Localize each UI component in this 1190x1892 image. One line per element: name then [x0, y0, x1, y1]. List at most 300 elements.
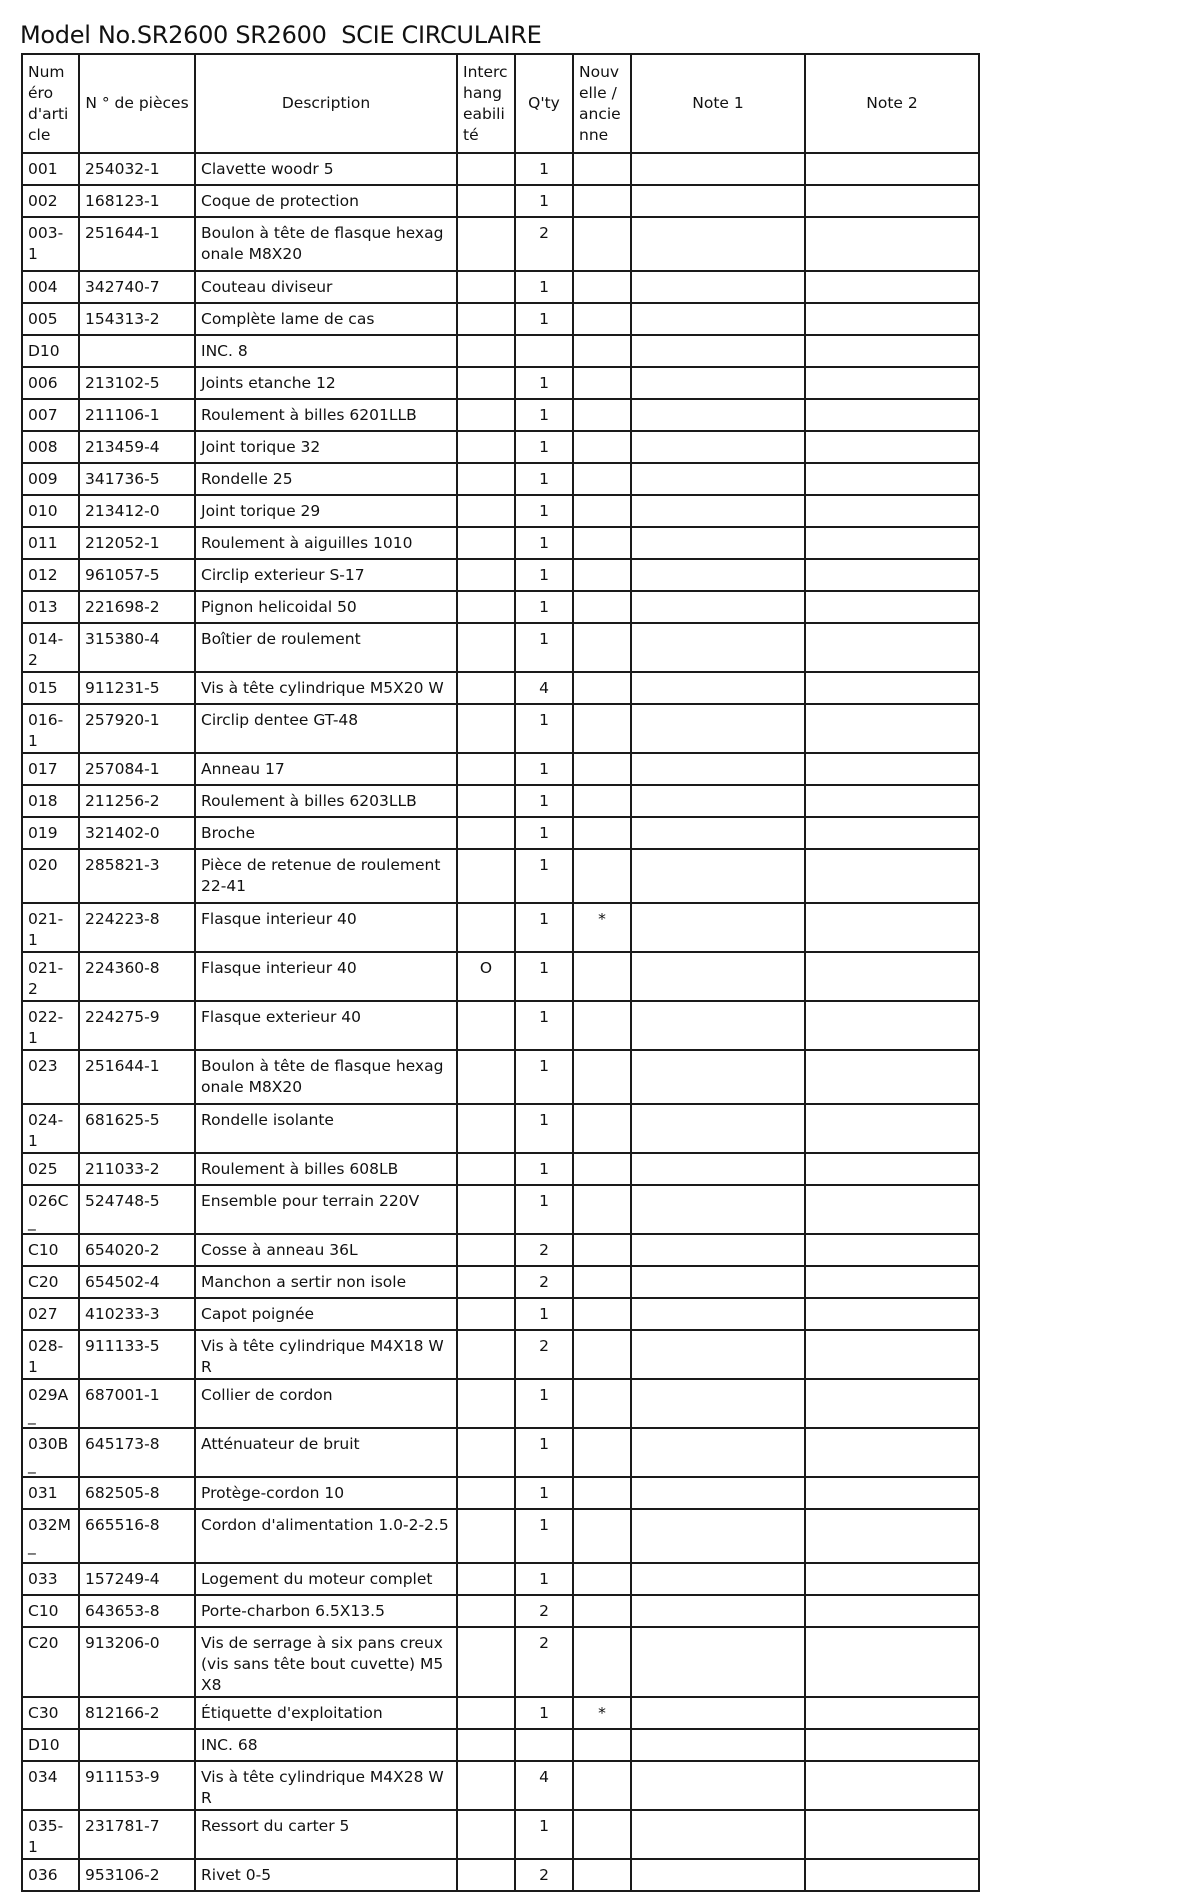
cell-note-2 — [805, 495, 979, 527]
cell-note-2 — [805, 785, 979, 817]
cell-description: Atténuateur de bruit — [195, 1428, 457, 1477]
cell-part-number: 341736-5 — [79, 463, 195, 495]
cell-note-1 — [631, 1153, 805, 1185]
table-row — [22, 753, 979, 785]
cell-note-1 — [631, 1859, 805, 1891]
cell-item-number: 028-1 — [22, 1330, 79, 1379]
cell-item-number: 022-1 — [22, 1001, 79, 1050]
table-row — [22, 527, 979, 559]
cell-item-number: 019 — [22, 817, 79, 849]
cell-new-old — [573, 591, 631, 623]
table-row — [22, 1627, 979, 1697]
cell-quantity: 1 — [515, 1810, 573, 1859]
cell-description: Joint torique 32 — [195, 431, 457, 463]
cell-interchangeability — [457, 591, 515, 623]
cell-note-1 — [631, 1330, 805, 1379]
column-header-item-number: Numéro d'article — [22, 54, 79, 153]
table-row — [22, 367, 979, 399]
cell-description: Capot poignée — [195, 1298, 457, 1330]
cell-item-number: 032M_ — [22, 1509, 79, 1563]
cell-description: Rondelle 25 — [195, 463, 457, 495]
cell-new-old — [573, 785, 631, 817]
cell-interchangeability — [457, 1001, 515, 1050]
cell-new-old — [573, 1595, 631, 1627]
table-row — [22, 399, 979, 431]
cell-note-1 — [631, 1729, 805, 1761]
column-header-new-old: Nouvelle / ancienne — [573, 54, 631, 153]
cell-new-old — [573, 1509, 631, 1563]
cell-part-number: 213412-0 — [79, 495, 195, 527]
cell-new-old — [573, 1761, 631, 1810]
table-row — [22, 185, 979, 217]
cell-part-number: 211256-2 — [79, 785, 195, 817]
cell-item-number: 026C_ — [22, 1185, 79, 1234]
cell-description: Circlip dentee GT-48 — [195, 704, 457, 753]
cell-description: Flasque interieur 40 — [195, 952, 457, 1001]
cell-item-number: 027 — [22, 1298, 79, 1330]
cell-note-2 — [805, 1595, 979, 1627]
cell-new-old — [573, 1810, 631, 1859]
cell-note-2 — [805, 1729, 979, 1761]
table-row — [22, 431, 979, 463]
table-row — [22, 1153, 979, 1185]
cell-note-1 — [631, 1234, 805, 1266]
cell-quantity: 1 — [515, 495, 573, 527]
cell-quantity: 1 — [515, 367, 573, 399]
cell-part-number: 342740-7 — [79, 271, 195, 303]
cell-note-2 — [805, 1185, 979, 1234]
cell-note-1 — [631, 217, 805, 271]
cell-new-old — [573, 753, 631, 785]
parts-table — [21, 53, 980, 1892]
cell-interchangeability — [457, 495, 515, 527]
cell-item-number: 012 — [22, 559, 79, 591]
cell-item-number: 006 — [22, 367, 79, 399]
cell-description: Vis à tête cylindrique M5X20 W — [195, 672, 457, 704]
cell-interchangeability — [457, 849, 515, 903]
cell-interchangeability — [457, 335, 515, 367]
cell-interchangeability — [457, 1266, 515, 1298]
cell-quantity: 1 — [515, 1697, 573, 1729]
cell-description: Pièce de retenue de roulement 22-41 — [195, 849, 457, 903]
cell-note-1 — [631, 952, 805, 1001]
cell-interchangeability — [457, 1234, 515, 1266]
cell-note-2 — [805, 153, 979, 185]
column-header-interchangeability: Interchangeabilité — [457, 54, 515, 153]
cell-note-2 — [805, 672, 979, 704]
cell-part-number: 224360-8 — [79, 952, 195, 1001]
cell-quantity: 2 — [515, 1859, 573, 1891]
cell-item-number: 018 — [22, 785, 79, 817]
cell-note-1 — [631, 495, 805, 527]
cell-quantity: 1 — [515, 303, 573, 335]
cell-note-1 — [631, 623, 805, 672]
cell-interchangeability — [457, 1104, 515, 1153]
cell-interchangeability — [457, 217, 515, 271]
cell-interchangeability: O — [457, 952, 515, 1001]
cell-interchangeability — [457, 1627, 515, 1697]
table-row — [22, 1379, 979, 1428]
table-row — [22, 495, 979, 527]
cell-description: Vis à tête cylindrique M4X18 WR — [195, 1330, 457, 1379]
cell-interchangeability — [457, 1330, 515, 1379]
cell-description: Cosse à anneau 36L — [195, 1234, 457, 1266]
cell-interchangeability — [457, 185, 515, 217]
cell-new-old — [573, 431, 631, 463]
cell-description: Joints etanche 12 — [195, 367, 457, 399]
cell-note-1 — [631, 817, 805, 849]
cell-quantity: 1 — [515, 623, 573, 672]
cell-quantity: 1 — [515, 559, 573, 591]
cell-new-old — [573, 217, 631, 271]
cell-description: Roulement à aiguilles 1010 — [195, 527, 457, 559]
cell-quantity: 2 — [515, 1266, 573, 1298]
cell-item-number: D10 — [22, 1729, 79, 1761]
cell-description: Clavette woodr 5 — [195, 153, 457, 185]
cell-quantity: 2 — [515, 1330, 573, 1379]
cell-new-old — [573, 849, 631, 903]
cell-note-2 — [805, 431, 979, 463]
cell-quantity — [515, 1729, 573, 1761]
cell-interchangeability — [457, 1697, 515, 1729]
cell-new-old — [573, 1234, 631, 1266]
cell-description: Coque de protection — [195, 185, 457, 217]
cell-quantity: 2 — [515, 1234, 573, 1266]
cell-note-1 — [631, 1627, 805, 1697]
cell-note-2 — [805, 1379, 979, 1428]
table-row — [22, 217, 979, 271]
cell-quantity: 1 — [515, 704, 573, 753]
table-row — [22, 335, 979, 367]
table-row — [22, 463, 979, 495]
table-row — [22, 1104, 979, 1153]
cell-note-1 — [631, 153, 805, 185]
cell-description: Boulon à tête de flasque hexagonale M8X20 — [195, 1050, 457, 1104]
cell-part-number: 524748-5 — [79, 1185, 195, 1234]
table-row — [22, 817, 979, 849]
table-row — [22, 704, 979, 753]
cell-description: Étiquette d'exploitation — [195, 1697, 457, 1729]
cell-part-number — [79, 1729, 195, 1761]
cell-part-number: 961057-5 — [79, 559, 195, 591]
cell-item-number: 003-1 — [22, 217, 79, 271]
cell-description: INC. 68 — [195, 1729, 457, 1761]
cell-interchangeability — [457, 367, 515, 399]
cell-part-number: 231781-7 — [79, 1810, 195, 1859]
cell-note-2 — [805, 1509, 979, 1563]
cell-new-old — [573, 271, 631, 303]
cell-quantity: 4 — [515, 1761, 573, 1810]
cell-note-2 — [805, 1563, 979, 1595]
cell-new-old — [573, 1001, 631, 1050]
cell-quantity: 1 — [515, 1509, 573, 1563]
cell-note-1 — [631, 1104, 805, 1153]
cell-quantity: 1 — [515, 1001, 573, 1050]
cell-interchangeability — [457, 1153, 515, 1185]
cell-note-2 — [805, 753, 979, 785]
cell-item-number: 009 — [22, 463, 79, 495]
cell-note-2 — [805, 1477, 979, 1509]
cell-note-2 — [805, 903, 979, 952]
cell-part-number: 315380-4 — [79, 623, 195, 672]
cell-part-number: 812166-2 — [79, 1697, 195, 1729]
cell-new-old — [573, 1298, 631, 1330]
cell-note-1 — [631, 1298, 805, 1330]
cell-interchangeability — [457, 399, 515, 431]
cell-part-number: 257920-1 — [79, 704, 195, 753]
cell-note-2 — [805, 1234, 979, 1266]
cell-new-old — [573, 1729, 631, 1761]
cell-item-number: D10 — [22, 335, 79, 367]
cell-note-2 — [805, 367, 979, 399]
cell-new-old — [573, 952, 631, 1001]
cell-new-old — [573, 303, 631, 335]
cell-note-2 — [805, 1050, 979, 1104]
table-row — [22, 1330, 979, 1379]
cell-note-2 — [805, 623, 979, 672]
cell-new-old — [573, 1266, 631, 1298]
cell-item-number: 004 — [22, 271, 79, 303]
cell-quantity: 1 — [515, 185, 573, 217]
cell-part-number: 211106-1 — [79, 399, 195, 431]
cell-note-1 — [631, 399, 805, 431]
cell-part-number: 911133-5 — [79, 1330, 195, 1379]
cell-note-2 — [805, 952, 979, 1001]
cell-note-2 — [805, 399, 979, 431]
cell-note-2 — [805, 1153, 979, 1185]
table-row — [22, 1509, 979, 1563]
cell-item-number: 005 — [22, 303, 79, 335]
cell-interchangeability — [457, 1859, 515, 1891]
cell-note-1 — [631, 672, 805, 704]
cell-new-old — [573, 463, 631, 495]
cell-note-1 — [631, 903, 805, 952]
cell-item-number: 034 — [22, 1761, 79, 1810]
cell-interchangeability — [457, 527, 515, 559]
cell-quantity: 1 — [515, 753, 573, 785]
cell-description: Collier de cordon — [195, 1379, 457, 1428]
cell-note-1 — [631, 527, 805, 559]
cell-description: Broche — [195, 817, 457, 849]
column-header-quantity: Q'ty — [515, 54, 573, 153]
cell-quantity: 1 — [515, 1563, 573, 1595]
cell-interchangeability — [457, 1428, 515, 1477]
cell-description: Roulement à billes 6201LLB — [195, 399, 457, 431]
cell-new-old — [573, 1104, 631, 1153]
cell-quantity: 1 — [515, 1104, 573, 1153]
cell-interchangeability — [457, 1729, 515, 1761]
cell-item-number: 021-1 — [22, 903, 79, 952]
cell-quantity: 1 — [515, 591, 573, 623]
cell-part-number: 157249-4 — [79, 1563, 195, 1595]
cell-part-number: 953106-2 — [79, 1859, 195, 1891]
cell-note-1 — [631, 559, 805, 591]
cell-description: Roulement à billes 6203LLB — [195, 785, 457, 817]
table-row — [22, 1477, 979, 1509]
cell-note-1 — [631, 704, 805, 753]
cell-note-1 — [631, 1563, 805, 1595]
table-row — [22, 1298, 979, 1330]
cell-new-old — [573, 672, 631, 704]
table-row — [22, 1595, 979, 1627]
cell-note-1 — [631, 185, 805, 217]
cell-part-number — [79, 335, 195, 367]
cell-new-old — [573, 1153, 631, 1185]
cell-note-2 — [805, 217, 979, 271]
cell-note-1 — [631, 1001, 805, 1050]
cell-quantity: 1 — [515, 1477, 573, 1509]
cell-part-number: 221698-2 — [79, 591, 195, 623]
cell-new-old: * — [573, 1697, 631, 1729]
cell-description: Flasque exterieur 40 — [195, 1001, 457, 1050]
cell-quantity: 1 — [515, 1050, 573, 1104]
table-row — [22, 672, 979, 704]
cell-interchangeability — [457, 431, 515, 463]
cell-part-number: 254032-1 — [79, 153, 195, 185]
cell-note-1 — [631, 849, 805, 903]
cell-part-number: 643653-8 — [79, 1595, 195, 1627]
cell-item-number: 014-2 — [22, 623, 79, 672]
cell-part-number: 911231-5 — [79, 672, 195, 704]
cell-interchangeability — [457, 303, 515, 335]
cell-note-2 — [805, 1761, 979, 1810]
cell-part-number: 687001-1 — [79, 1379, 195, 1428]
cell-part-number: 224223-8 — [79, 903, 195, 952]
cell-interchangeability — [457, 1185, 515, 1234]
cell-quantity: 1 — [515, 399, 573, 431]
cell-description: Cordon d'alimentation 1.0-2-2.5 — [195, 1509, 457, 1563]
cell-interchangeability — [457, 1810, 515, 1859]
table-body — [22, 153, 979, 1891]
cell-note-2 — [805, 1001, 979, 1050]
cell-new-old — [573, 1050, 631, 1104]
cell-note-1 — [631, 271, 805, 303]
cell-item-number: C10 — [22, 1595, 79, 1627]
cell-new-old — [573, 1428, 631, 1477]
cell-description: Flasque interieur 40 — [195, 903, 457, 952]
cell-interchangeability — [457, 623, 515, 672]
cell-description: Porte-charbon 6.5X13.5 — [195, 1595, 457, 1627]
cell-note-1 — [631, 1477, 805, 1509]
cell-item-number: 030B_ — [22, 1428, 79, 1477]
cell-item-number: 020 — [22, 849, 79, 903]
cell-quantity: 1 — [515, 952, 573, 1001]
cell-note-1 — [631, 785, 805, 817]
cell-note-1 — [631, 463, 805, 495]
cell-note-1 — [631, 1697, 805, 1729]
cell-interchangeability — [457, 559, 515, 591]
cell-note-2 — [805, 1266, 979, 1298]
cell-interchangeability — [457, 672, 515, 704]
cell-description: Anneau 17 — [195, 753, 457, 785]
cell-quantity: 1 — [515, 153, 573, 185]
table-row — [22, 1697, 979, 1729]
table-row — [22, 271, 979, 303]
cell-note-2 — [805, 1859, 979, 1891]
table-row — [22, 1563, 979, 1595]
cell-description: Ensemble pour terrain 220V — [195, 1185, 457, 1234]
cell-part-number: 911153-9 — [79, 1761, 195, 1810]
cell-note-2 — [805, 185, 979, 217]
table-row — [22, 903, 979, 952]
cell-part-number: 251644-1 — [79, 1050, 195, 1104]
table-row — [22, 849, 979, 903]
cell-new-old — [573, 817, 631, 849]
cell-description: Protège-cordon 10 — [195, 1477, 457, 1509]
cell-description: Boîtier de roulement — [195, 623, 457, 672]
cell-item-number: C10 — [22, 1234, 79, 1266]
table-row — [22, 1234, 979, 1266]
cell-note-1 — [631, 1509, 805, 1563]
cell-note-2 — [805, 1298, 979, 1330]
cell-description: Boulon à tête de flasque hexagonale M8X20 — [195, 217, 457, 271]
cell-description: Rondelle isolante — [195, 1104, 457, 1153]
cell-note-2 — [805, 1697, 979, 1729]
cell-item-number: 007 — [22, 399, 79, 431]
cell-description: Manchon a sertir non isole — [195, 1266, 457, 1298]
table-row — [22, 785, 979, 817]
cell-new-old — [573, 704, 631, 753]
cell-part-number: 321402-0 — [79, 817, 195, 849]
cell-interchangeability — [457, 1477, 515, 1509]
table-row — [22, 303, 979, 335]
cell-part-number: 213102-5 — [79, 367, 195, 399]
cell-description: Roulement à billes 608LB — [195, 1153, 457, 1185]
cell-note-1 — [631, 1810, 805, 1859]
cell-item-number: C20 — [22, 1266, 79, 1298]
table-header-row — [22, 54, 979, 153]
cell-new-old: * — [573, 903, 631, 952]
cell-part-number: 665516-8 — [79, 1509, 195, 1563]
page-title: Model No.SR2600 SR2600 SCIE CIRCULAIRE — [20, 21, 542, 49]
cell-quantity: 2 — [515, 1595, 573, 1627]
cell-new-old — [573, 1627, 631, 1697]
table-row — [22, 623, 979, 672]
cell-new-old — [573, 495, 631, 527]
cell-quantity: 1 — [515, 785, 573, 817]
cell-item-number: 001 — [22, 153, 79, 185]
cell-interchangeability — [457, 903, 515, 952]
cell-new-old — [573, 1859, 631, 1891]
cell-item-number: 008 — [22, 431, 79, 463]
cell-new-old — [573, 559, 631, 591]
cell-item-number: 013 — [22, 591, 79, 623]
cell-item-number: 010 — [22, 495, 79, 527]
cell-note-2 — [805, 463, 979, 495]
table-row — [22, 559, 979, 591]
cell-new-old — [573, 367, 631, 399]
cell-interchangeability — [457, 463, 515, 495]
cell-note-1 — [631, 591, 805, 623]
cell-item-number: 025 — [22, 1153, 79, 1185]
cell-note-1 — [631, 1428, 805, 1477]
column-header-part-number: N ° de pièces — [79, 54, 195, 153]
cell-description: Vis de serrage à six pans creux (vis sans tête bout cuvette) M5X8 — [195, 1627, 457, 1697]
column-header-note-2: Note 2 — [805, 54, 979, 153]
column-header-note-1: Note 1 — [631, 54, 805, 153]
cell-interchangeability — [457, 1298, 515, 1330]
cell-quantity: 1 — [515, 1298, 573, 1330]
cell-item-number: 016-1 — [22, 704, 79, 753]
cell-note-2 — [805, 704, 979, 753]
cell-description: Pignon helicoidal 50 — [195, 591, 457, 623]
cell-quantity: 4 — [515, 672, 573, 704]
cell-interchangeability — [457, 153, 515, 185]
table-row — [22, 1859, 979, 1891]
cell-part-number: 224275-9 — [79, 1001, 195, 1050]
cell-note-2 — [805, 1627, 979, 1697]
cell-note-1 — [631, 1050, 805, 1104]
